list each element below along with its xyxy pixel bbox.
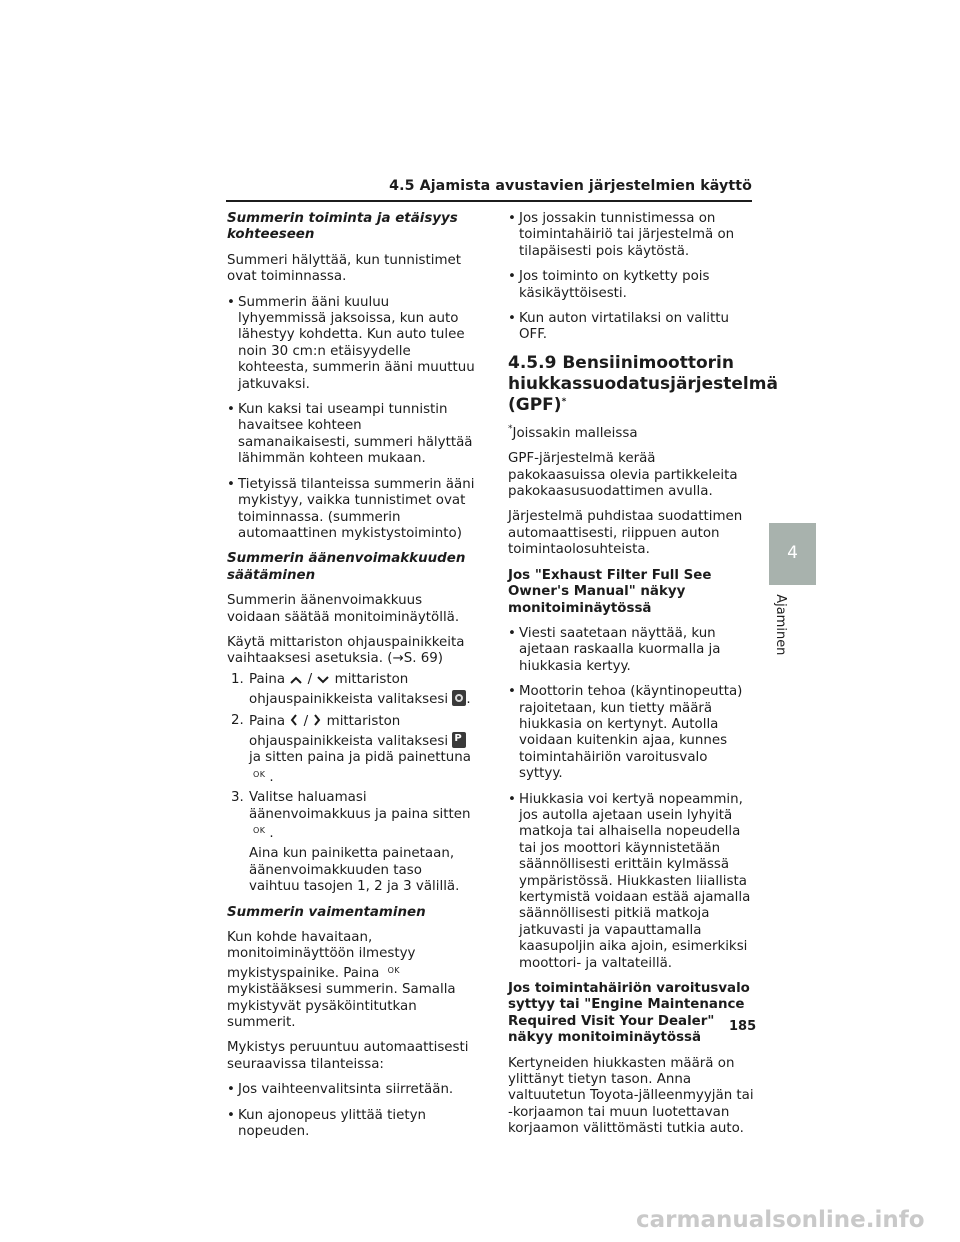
paragraph-text: Kun kohde havaitaan, monitoiminäyttöön ilmestyy mykistyspainike. Paina bbox=[227, 930, 416, 981]
paragraph-text: mykistääksesi summerin. Samalla mykistyvät pysäköintitutkan summerit. bbox=[227, 982, 456, 1031]
step-text: ja sitten paina ja pidä painettuna bbox=[249, 750, 471, 766]
list-item: • Summerin ääni kuuluu lyhyemmissä jaksoissa, kun auto lähestyy kohdetta. Kun auto tulee noin 30 cm:n etäisyydelle kohteesta, summerin ääni muuttuu jatkuvaksi. bbox=[227, 295, 475, 393]
list-item: • Tietyissä tilanteissa summerin ääni mykistyy, vaikka tunnistimet ovat toiminnassa. (summerin automaattinen mykistystoiminto) bbox=[227, 477, 475, 543]
list-item: • Kun ajonopeus ylittää tietyn nopeuden. bbox=[227, 1108, 475, 1141]
page-number: 185 bbox=[729, 1019, 757, 1034]
list-item: • Jos toiminto on kytketty pois käsikäyttöisesti. bbox=[508, 269, 754, 302]
step-text: Paina bbox=[249, 713, 286, 729]
step-text: . bbox=[269, 769, 274, 785]
slash: / bbox=[307, 671, 313, 687]
paragraph: Summeri hälyttää, kun tunnistimet ovat toiminnassa. bbox=[227, 252, 462, 285]
ok-button-icon: OK bbox=[253, 826, 266, 835]
ok-button-icon: OK bbox=[253, 769, 266, 779]
bold-heading-exhaust-filter: Jos "Exhaust Filter Full See Owner's Manual" näkyy monitoiminäytössä bbox=[508, 567, 712, 616]
step-number: 3. bbox=[231, 790, 244, 806]
paragraph: Mykistys peruuntuu automaattisesti seuraavissa tilanteissa: bbox=[227, 1040, 469, 1072]
section-title: 4.5 Ajamista avustavien järjestelmien käyttö bbox=[389, 178, 752, 194]
step-text: Valitse haluamasi äänenvoimakkuus ja paina sitten bbox=[249, 790, 471, 822]
footnote bbox=[508, 423, 754, 442]
page-header bbox=[226, 178, 752, 204]
step-1 bbox=[231, 672, 475, 709]
bold-heading-warning-light: Jos toimintahäiriön varoitusvalo syttyy tai "Engine Maintenance Required Visit Your Dealer" näkyy monitoiminäytössä bbox=[508, 981, 750, 1046]
list-item: • Kun kaksi tai useampi tunnistin havaitsee kohteen samanaikaisesti, summeri hälyttää lähimmän kohteen mukaan. bbox=[227, 402, 475, 468]
subheading-volume-adjust: Summerin äänenvoimakkuuden säätäminen bbox=[227, 551, 466, 583]
chevron-left-icon bbox=[289, 713, 299, 732]
section-heading-gpf bbox=[508, 352, 778, 416]
paragraph: GPF-järjestelmä kerää pakokaasuissa olevia partikkeleita pakokaasusuodattimen avulla. bbox=[508, 451, 738, 500]
step-2 bbox=[231, 713, 475, 787]
left-column bbox=[227, 211, 475, 1150]
chevron-down-icon bbox=[316, 674, 330, 690]
subheading-buzzer-mute: Summerin vaimentaminen bbox=[227, 904, 426, 920]
section-number: 4.5.9 bbox=[508, 352, 557, 373]
chapter-number: 4 bbox=[787, 543, 798, 563]
chapter-label-text: Ajaminen bbox=[773, 594, 789, 656]
paragraph: Järjestelmä puhdistaa suodattimen automaattisesti, riippuen auton toimintaolosuhteista. bbox=[508, 509, 743, 558]
list-item: • Jos vaihteenvalitsinta siirretään. bbox=[227, 1082, 475, 1098]
footnote-marker: * bbox=[508, 423, 513, 434]
footnote-marker: * bbox=[561, 396, 567, 407]
step-text: mittariston ohjauspainikkeista valitaksesi bbox=[249, 713, 449, 749]
step-text: . bbox=[269, 826, 274, 841]
header-rule bbox=[226, 200, 752, 202]
ok-button-icon: OK bbox=[387, 965, 400, 975]
section-heading-text: Bensiinimoottorin hiukkassuodatusjärjestelmä (GPF) bbox=[508, 352, 778, 415]
footnote-text: Joissakin malleissa bbox=[512, 425, 638, 441]
list-item: • Viesti saatetaan näyttää, kun ajetaan raskaalla kuormalla ja hiukkasia kertyy. bbox=[508, 626, 754, 675]
paragraph: Kertyneiden hiukkasten määrä on ylittänyt tietyn tason. Anna valtuutetun Toyota-jälleenmyyjän tai -korjaamon tai muun luotettavan korjaamon välittömästi tutkia auto. bbox=[508, 1055, 754, 1137]
paragraph: Summerin äänenvoimakkuus voidaan säätää monitoiminäytöllä. bbox=[227, 593, 460, 625]
list-item: • Kun auton virtatilaksi on valittu OFF. bbox=[508, 311, 754, 344]
chevron-right-icon bbox=[312, 713, 322, 732]
paragraph bbox=[227, 930, 475, 1031]
chapter-tab[interactable] bbox=[769, 523, 816, 585]
parking-sensor-icon: P bbox=[452, 732, 466, 748]
step-3-continuation: Aina kun painiketta painetaan, äänenvoimakkuuden taso vaihtuu tasojen 1, 2 ja 3 välillä. bbox=[249, 846, 460, 895]
step-text: . bbox=[466, 692, 471, 708]
step-number: 2. bbox=[231, 712, 244, 728]
paragraph: Käytä mittariston ohjauspainikkeita vaihtaaksesi asetuksia. (→S. 69) bbox=[227, 634, 465, 667]
slash: / bbox=[303, 713, 309, 729]
step-text: Paina bbox=[249, 671, 286, 687]
step-text: mittariston ohjauspainikkeista valitaksesi bbox=[249, 671, 449, 708]
chevron-up-icon bbox=[289, 674, 303, 690]
right-column bbox=[508, 211, 778, 1147]
list-item: • Hiukkasia voi kertyä nopeammin, jos autolla ajetaan usein lyhyitä matkoja tai alhaisella nopeudella tai jos moottori käynnistetään säännöllisesti erittäin kylmässä ympäristössä. Hiukkasten liiallista kertymistä voidaan estää ajamalla säännöllisesti pitkiä matkoja jatkuvasti ja vapauttamalla kaasupoljin aika ajoin, esimerkiksi moottori- ja valtateillä. bbox=[508, 792, 754, 972]
watermark: carmanualsonline.info bbox=[636, 1207, 925, 1233]
list-item: • Jos jossakin tunnistimessa on toimintahäiriö tai järjestelmä on tilapäisesti pois käytöstä. bbox=[508, 211, 754, 260]
gear-settings-icon bbox=[452, 690, 466, 706]
step-number: 1. bbox=[231, 671, 244, 687]
chapter-label bbox=[768, 596, 792, 656]
subheading-buzzer-operation: Summerin toiminta ja etäisyys kohteeseen bbox=[227, 211, 458, 243]
list-item: • Moottorin tehoa (käyntinopeutta) rajoitetaan, kun tietty määrä hiukkasia on kertynyt. Autolla voidaan kuitenkin ajaa, kunnes toimintahäiriön varoitusvalo syttyy. bbox=[508, 684, 754, 782]
step-3 bbox=[231, 790, 475, 842]
